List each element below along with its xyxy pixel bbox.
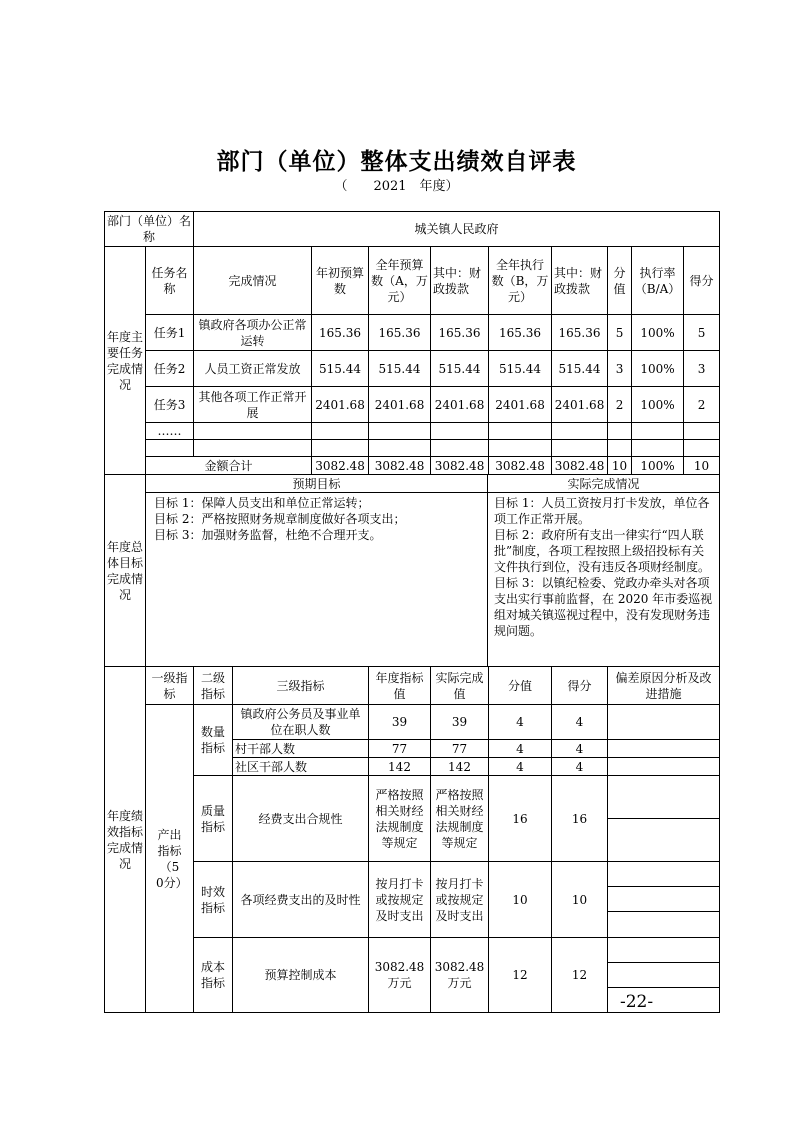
indicator-points: 4 [489, 758, 552, 776]
actual-goal-item: 目标 1：人员工资按月打卡发放，单位各项工作正常开展。 [494, 496, 710, 526]
table-row [105, 776, 720, 819]
task-full: 515.44 [369, 351, 431, 387]
goals-section-label: 年度总体目标完成情况 [105, 475, 146, 667]
table-row [105, 315, 720, 351]
total-exec: 3082.48 [489, 457, 552, 475]
indicator-score: 10 [552, 862, 608, 938]
task-name: 任务1 [146, 315, 194, 351]
task-score: 3 [684, 351, 720, 387]
indicator-actual: 按月打卡或按规定及时支出 [431, 862, 489, 938]
indicator-score: 16 [552, 776, 608, 862]
table-row [105, 351, 720, 387]
task-fin1: 515.44 [431, 351, 489, 387]
indicator-points: 12 [489, 938, 552, 1013]
page-number: -22- [620, 992, 654, 1012]
form-year: （ 2021 年度） [334, 179, 459, 194]
timeliness-label: 时效指标 [194, 862, 233, 938]
goals-table [104, 474, 720, 667]
header-l1: 一级指标 [146, 667, 194, 705]
task-points: 2 [608, 387, 632, 423]
total-label: 金额合计 [146, 457, 312, 475]
indicator-name: 各项经费支出的及时性 [233, 862, 369, 938]
indicator-actual: 3082.48万元 [431, 938, 489, 1013]
total-fin2: 3082.48 [552, 457, 608, 475]
header-target: 年度指标值 [369, 667, 431, 705]
expected-goal-item: 目标 3：加强财务监督，杜绝不合理开支。 [154, 528, 382, 542]
header-full-budget: 全年预算数（A，万元） [369, 247, 431, 315]
indicator-actual: 严格按照相关财经法规制度等规定 [431, 776, 489, 862]
header-score: 得分 [552, 667, 608, 705]
task-exec: 2401.68 [489, 387, 552, 423]
header-task-name: 任务名称 [146, 247, 194, 315]
table-row [105, 387, 720, 423]
indicator-target: 3082.48万元 [369, 938, 431, 1013]
total-full: 3082.48 [369, 457, 431, 475]
actual-goal-item: 目标 2：政府所有支出一律实行“四人联批”制度，各项工程按照上级招投标有关文件执行到位，没有违反各项财经制度。 [494, 528, 711, 574]
header-points: 分值 [489, 667, 552, 705]
header-initial: 年初预算数 [312, 247, 369, 315]
indicator-score: 4 [552, 740, 608, 758]
task-initial: 515.44 [312, 351, 369, 387]
total-score: 10 [684, 457, 720, 475]
task-fin1: 165.36 [431, 315, 489, 351]
task-score: 5 [684, 315, 720, 351]
unit-value: 城关镇人民政府 [194, 212, 720, 247]
indicator-name: 社区干部人数 [233, 758, 369, 776]
table-row [105, 440, 720, 457]
header-of-which-2: 其中：财政拨款 [552, 247, 608, 315]
actual-goals [488, 493, 720, 667]
task-status: 镇政府各项办公正常运转 [194, 315, 312, 351]
total-points: 10 [608, 457, 632, 475]
header-l3: 三级指标 [233, 667, 369, 705]
indicator-points: 10 [489, 862, 552, 938]
header-executed: 全年执行数（B，万元） [489, 247, 552, 315]
indicator-name: 预算控制成本 [233, 938, 369, 1013]
indicator-target: 严格按照相关财经法规制度等规定 [369, 776, 431, 862]
cost-label: 成本指标 [194, 938, 233, 1013]
expected-goals-header: 预期目标 [146, 475, 488, 493]
output-indicator-label: 产出指标（50分） [146, 705, 194, 1013]
header-actual: 实际完成值 [431, 667, 489, 705]
indicator-target: 77 [369, 740, 431, 758]
task-score: 2 [684, 387, 720, 423]
indicators-section-label: 年度绩效指标完成情况 [105, 667, 146, 1013]
table-row [105, 938, 720, 963]
indicators-table [104, 666, 720, 1013]
task-exec: 515.44 [489, 351, 552, 387]
task-fin2: 165.36 [552, 315, 608, 351]
task-rate: 100% [632, 315, 684, 351]
header-points: 分值 [608, 247, 632, 315]
quality-label: 质量指标 [194, 776, 233, 862]
actual-goals-header: 实际完成情况 [488, 475, 720, 493]
indicator-actual: 142 [431, 758, 489, 776]
indicator-score: 12 [552, 938, 608, 1013]
indicator-target: 142 [369, 758, 431, 776]
expected-goal-item: 目标 2：严格按照财务规章制度做好各项支出； [154, 512, 406, 526]
task-name: 任务2 [146, 351, 194, 387]
table-row [105, 423, 720, 440]
task-status: 人员工资正常发放 [194, 351, 312, 387]
indicator-name: 镇政府公务员及事业单位在职人数 [233, 705, 369, 740]
quantity-label: 数量指标 [194, 705, 233, 776]
task-fin2: 515.44 [552, 351, 608, 387]
task-name: 任务3 [146, 387, 194, 423]
task-fin2: 2401.68 [552, 387, 608, 423]
task-rate: 100% [632, 351, 684, 387]
task-points: 3 [608, 351, 632, 387]
indicator-target: 39 [369, 705, 431, 740]
indicator-actual: 77 [431, 740, 489, 758]
form-title: 部门（单位）整体支出绩效自评表 [216, 148, 577, 175]
task-points: 5 [608, 315, 632, 351]
unit-label: 部门（单位）名称 [105, 212, 194, 247]
total-row [105, 457, 720, 475]
table-row [105, 862, 720, 887]
header-status: 完成情况 [194, 247, 312, 315]
indicator-points: 4 [489, 705, 552, 740]
header-analysis: 偏差原因分析及改进措施 [608, 667, 720, 705]
actual-goal-item: 目标 3：以镇纪检委、党政办牵头对各项支出实行事前监督，在 2020 年市委巡视组对城关镇巡视过程中，没有发现财务违规问题。 [494, 576, 713, 638]
indicator-actual: 39 [431, 705, 489, 740]
task-initial: 2401.68 [312, 387, 369, 423]
task-exec: 165.36 [489, 315, 552, 351]
task-status: 其他各项工作正常开展 [194, 387, 312, 423]
total-fin1: 3082.48 [431, 457, 489, 475]
indicator-name: 经费支出合规性 [233, 776, 369, 862]
header-of-which-1: 其中：财政拨款 [431, 247, 489, 315]
ellipsis-cell: …… [146, 423, 194, 440]
task-fin1: 2401.68 [431, 387, 489, 423]
table-row [105, 705, 720, 740]
task-full: 165.36 [369, 315, 431, 351]
total-initial: 3082.48 [312, 457, 369, 475]
header-rate: 执行率（B/A） [632, 247, 684, 315]
task-rate: 100% [632, 387, 684, 423]
expected-goal-item: 目标 1：保障人员支出和单位正常运转； [154, 496, 370, 510]
indicator-points: 16 [489, 776, 552, 862]
tasks-section-label: 年度主要任务完成情况 [105, 247, 146, 475]
indicator-score: 4 [552, 705, 608, 740]
indicator-score: 4 [552, 758, 608, 776]
tasks-table [104, 211, 720, 475]
total-rate: 100% [632, 457, 684, 475]
task-initial: 165.36 [312, 315, 369, 351]
indicator-target: 按月打卡或按规定及时支出 [369, 862, 431, 938]
header-score: 得分 [684, 247, 720, 315]
task-full: 2401.68 [369, 387, 431, 423]
expected-goals [146, 493, 488, 667]
indicator-name: 村干部人数 [233, 740, 369, 758]
header-l2: 二级指标 [194, 667, 233, 705]
indicator-points: 4 [489, 740, 552, 758]
